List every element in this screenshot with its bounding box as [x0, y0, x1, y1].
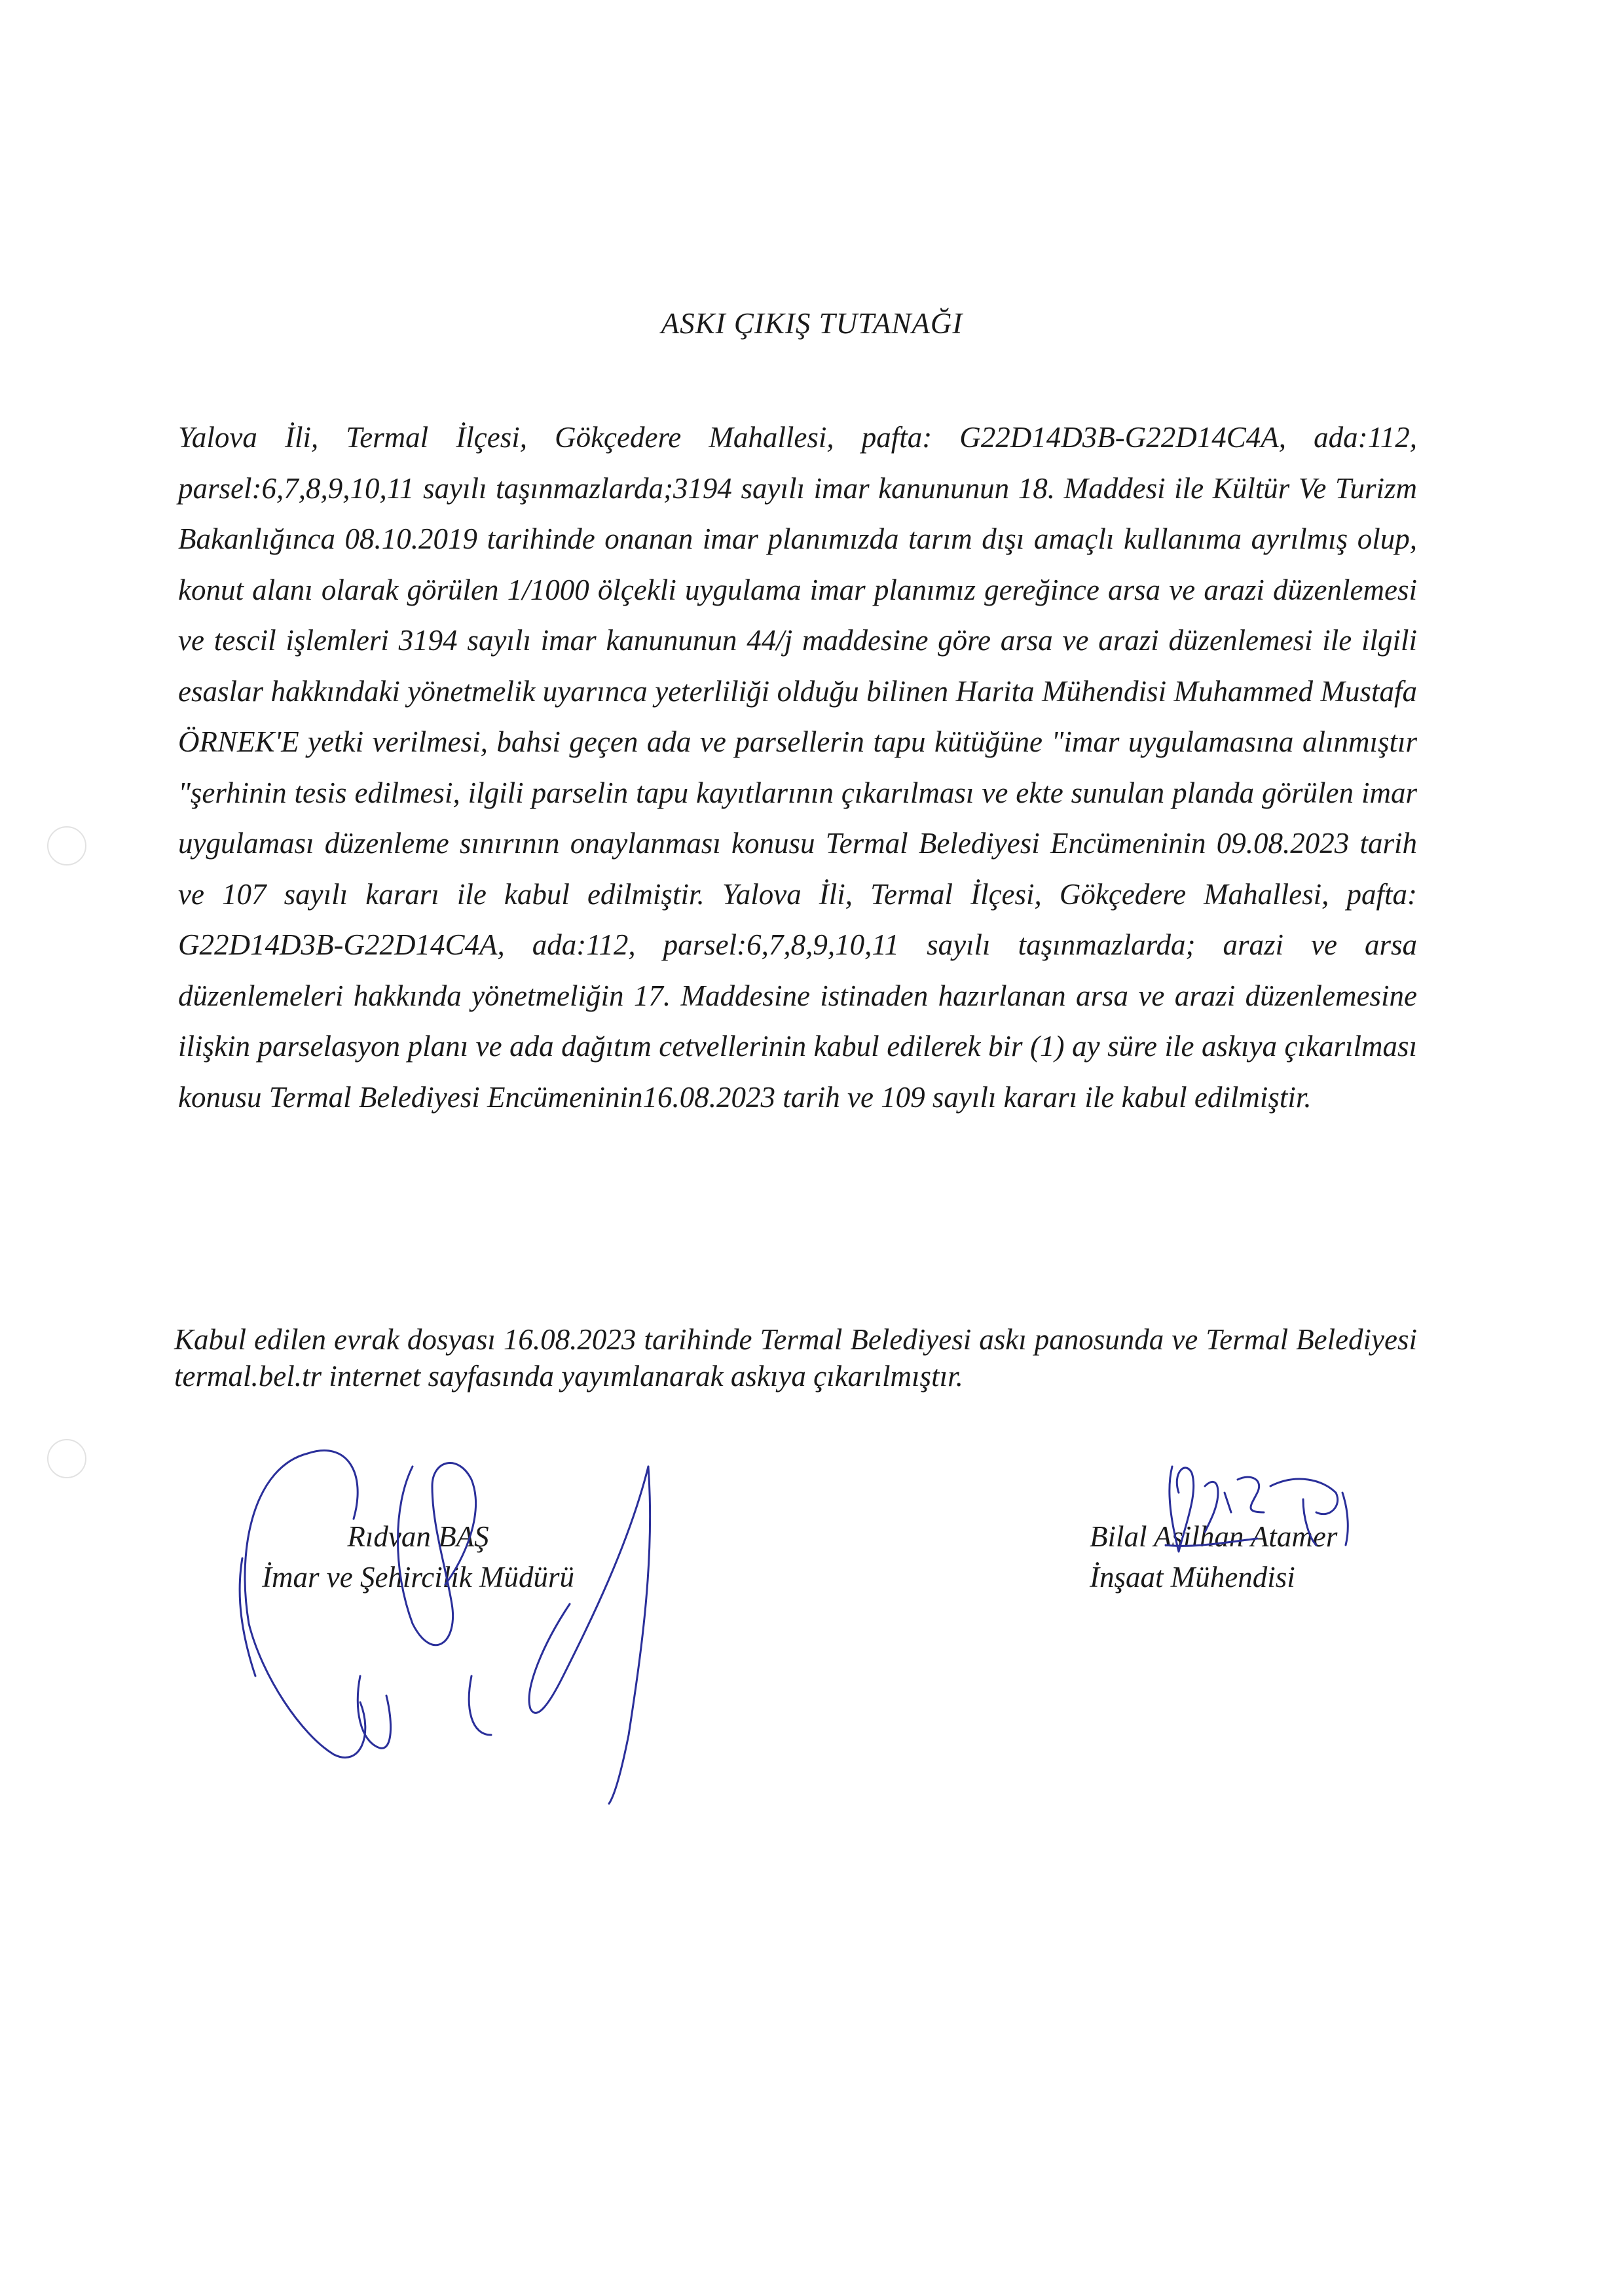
- signatory-right-title: İnşaat Mühendisi: [1090, 1561, 1295, 1594]
- document-title: ASKI ÇIKIŞ TUTANAĞI: [661, 307, 963, 340]
- punch-hole-upper: [47, 826, 86, 866]
- signatory-left-name: Rıdvan BAŞ: [347, 1520, 489, 1553]
- signature-block-right: [1090, 1516, 1337, 1597]
- signature-block-left: [262, 1516, 574, 1597]
- signatory-right-name: Bilal Asilhan Atamer: [1090, 1520, 1338, 1553]
- handwritten-signature-left: [196, 1427, 668, 1807]
- body-paragraph-1: Yalova İli, Termal İlçesi, Gökçedere Mahallesi, pafta: G22D14D3B-G22D14C4A, ada:112, parsel:6,7,8,9,10,11 sayılı taşınmazlarda;3194 sayılı imar kanununun 18. Maddesi ile Kültür Ve Turizm Bakanlığınca 08.10.2019 tarihinde onanan imar planımızda tarım dışı amaçlı kullanıma ayrılmış olup, konut alanı olarak görülen 1/1000 ölçekli uygulama imar planımız gereğince arsa ve arazi düzenlemesi ve tescil işlemleri 3194 sayılı imar kanununun 44/j maddesine göre arsa ve arazi düzenlemesi ile ilgili esaslar hakkındaki yönetmelik uyarınca yeterliliği olduğu bilinen Harita Mühendisi Muhammed Mustafa ÖRNEK'E yetki verilmesi, bahsi geçen ada ve parsellerin tapu kütüğüne "imar uygulamasına alınmıştır "şerhinin tesis edilmesi, ilgili parselin tapu kayıtlarının çıkarılması ve ekte sunulan planda görülen imar uygulaması düzenleme sınırının onaylanması konusu Termal Belediyesi Encümeninin 09.08.2023 tarih ve 107 sayılı kararı ile kabul edilmiştir. Yalova İli, Termal İlçesi, Gökçedere Mahallesi, pafta: G22D14D3B-G22D14C4A, ada:112, parsel:6,7,8,9,10,11 sayılı taşınmazlarda; arazi ve arsa düzenlemeleri hakkında yönetmeliğin 17. Maddesine istinaden hazırlanan arsa ve arazi düzenlemesine ilişkin parselasyon planı ve ada dağıtım cetvellerinin kabul edilerek bir (1) ay süre ile askıya çıkarılması konusu Termal Belediyesi Encümeninin16.08.2023 tarih ve 109 sayılı kararı ile kabul edilmiştir.: [178, 421, 1417, 1114]
- body-paragraph-2: Kabul edilen evrak dosyası 16.08.2023 tarihinde Termal Belediyesi askı panosunda ve Termal Belediyesi termal.bel.tr internet sayfasında yayımlanarak askıya çıkarılmıştır.: [174, 1323, 1417, 1393]
- punch-hole-lower: [47, 1439, 86, 1478]
- signatory-left-title: İmar ve Şehircilik Müdürü: [262, 1561, 574, 1594]
